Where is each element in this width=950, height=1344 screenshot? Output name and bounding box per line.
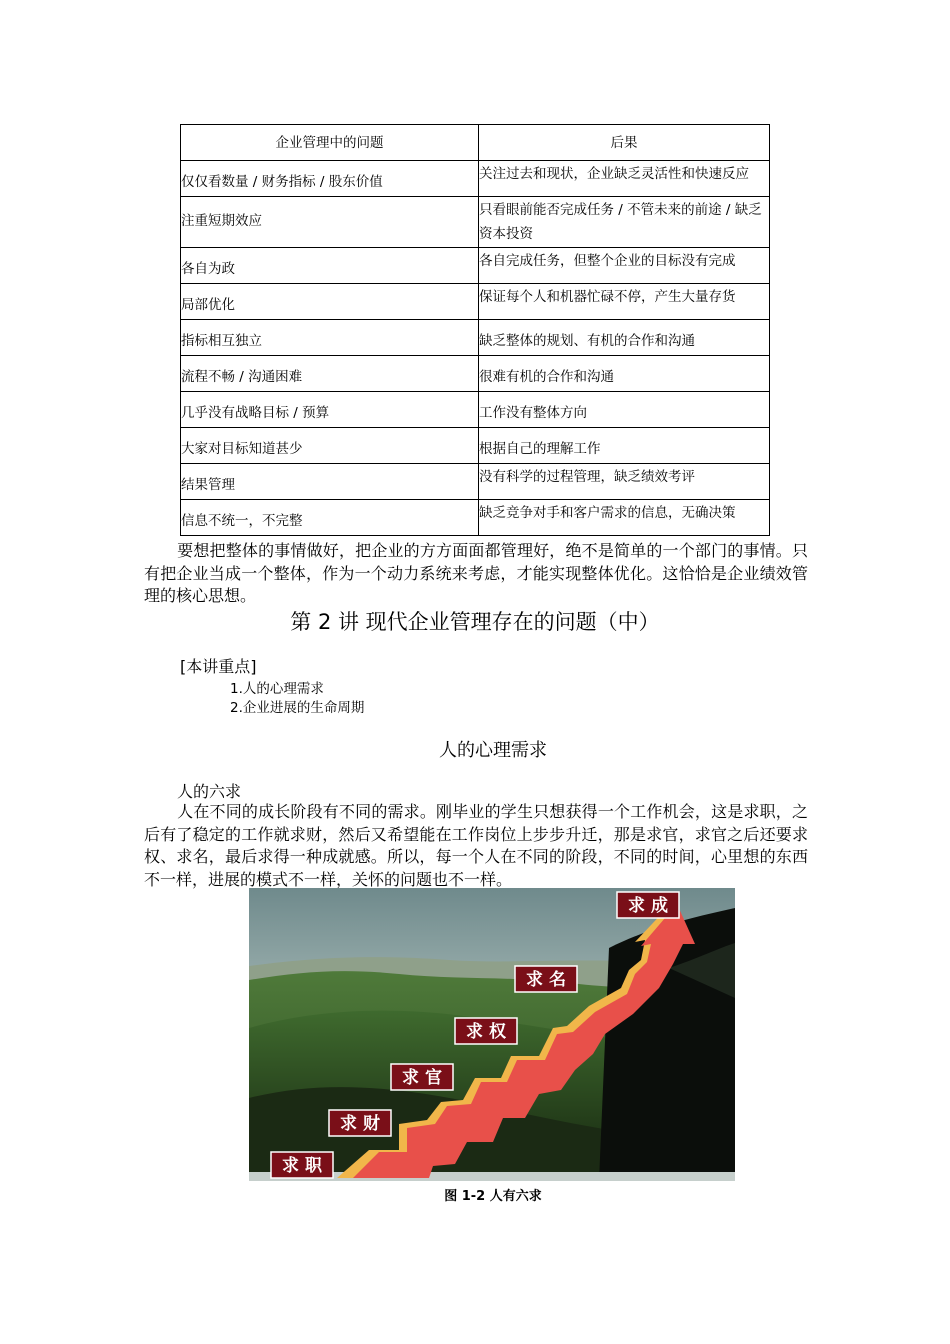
lecture-title: 第 2 讲 现代企业管理存在的问题（中） [290,610,660,634]
key-point-item: 2.企业进展的生命周期 [230,700,365,716]
problems-table [180,124,770,536]
step-label-4 [455,1018,517,1044]
table-cell: 工作没有整体方向 [479,392,770,428]
table-row [181,248,770,284]
table-cell: 缺乏整体的规划、有机的合作和沟通 [479,320,770,356]
table-row [181,428,770,464]
table-cell: 各自为政 [181,248,479,284]
table-row [181,197,770,248]
table-cell: 信息不统一，不完整 [181,500,479,536]
step-label-3 [391,1064,453,1090]
subsection-title: 人的六求 [177,782,242,801]
paragraph-holistic: 要想把整体的事情做好，把企业的方方面面都管理好，绝不是简单的一个部门的事情。只有把企业当成一个整体，作为一个动力系统来考虑，才能实现整体优化。这恰恰是企业绩效管理的核心思想。 [144,541,808,605]
figure-caption: 图 1-2 人有六求 [444,1189,542,1204]
step-label-6 [617,892,679,918]
table-cell: 保证每个人和机器忙碌不停，产生大量存货 [479,284,770,320]
paragraph-six-needs: 人在不同的成长阶段有不同的需求。刚毕业的学生只想获得一个工作机会，这是求职，之后有了稳定的工作就求财，然后又希望能在工作岗位上步步升迁，那是求官，求官之后还要求权、求名，最后求得一种成就感。所以，每一个人在不同的阶段，不同的时间，心里想的东西不一样，进展的模式不一样，关怀的问题也不一样。 [144,802,808,889]
step-label-2 [329,1110,391,1136]
table-cell: 根据自己的理解工作 [479,428,770,464]
table-cell: 结果管理 [181,464,479,500]
table-cell: 各自完成任务，但整个企业的目标没有完成 [479,248,770,284]
step-label-5 [515,966,577,992]
table-cell: 大家对目标知道甚少 [181,428,479,464]
table-cell: 只看眼前能否完成任务 / 不管未来的前途 / 缺乏资本投资 [479,197,770,248]
section-title: 人的心理需求 [439,740,547,761]
table-cell: 缺乏竞争对手和客户需求的信息，无确决策 [479,500,770,536]
table-row [181,320,770,356]
table-cell: 流程不畅 / 沟通困难 [181,356,479,392]
table-header-consequence: 后果 [479,125,770,161]
table-cell: 很难有机的合作和沟通 [479,356,770,392]
key-point-item: 1.人的心理需求 [230,681,324,697]
step-label-text: 求 成 [628,896,668,916]
table-cell: 关注过去和现状，企业缺乏灵活性和快速反应 [479,161,770,197]
table-row [181,284,770,320]
step-label-1 [271,1152,333,1178]
table-header-problem: 企业管理中的问题 [181,125,479,161]
step-label-text: 求 名 [526,970,566,990]
step-label-text: 求 职 [282,1156,322,1176]
table-cell: 局部优化 [181,284,479,320]
table-row [181,392,770,428]
key-points-label: [本讲重点] [180,657,257,676]
table-cell: 没有科学的过程管理，缺乏绩效考评 [479,464,770,500]
step-label-text: 求 权 [466,1022,506,1042]
table-row [181,464,770,500]
table-cell: 仅仅看数量 / 财务指标 / 股东价值 [181,161,479,197]
table-row [181,500,770,536]
step-label-text: 求 财 [340,1114,380,1134]
table-row [181,356,770,392]
staircase-illustration [249,888,735,1181]
table-cell: 几乎没有战略目标 / 预算 [181,392,479,428]
table-cell: 注重短期效应 [181,197,479,248]
six-needs-figure [249,888,735,1181]
table-row [181,161,770,197]
table-cell: 指标相互独立 [181,320,479,356]
step-label-text: 求 官 [402,1068,442,1088]
